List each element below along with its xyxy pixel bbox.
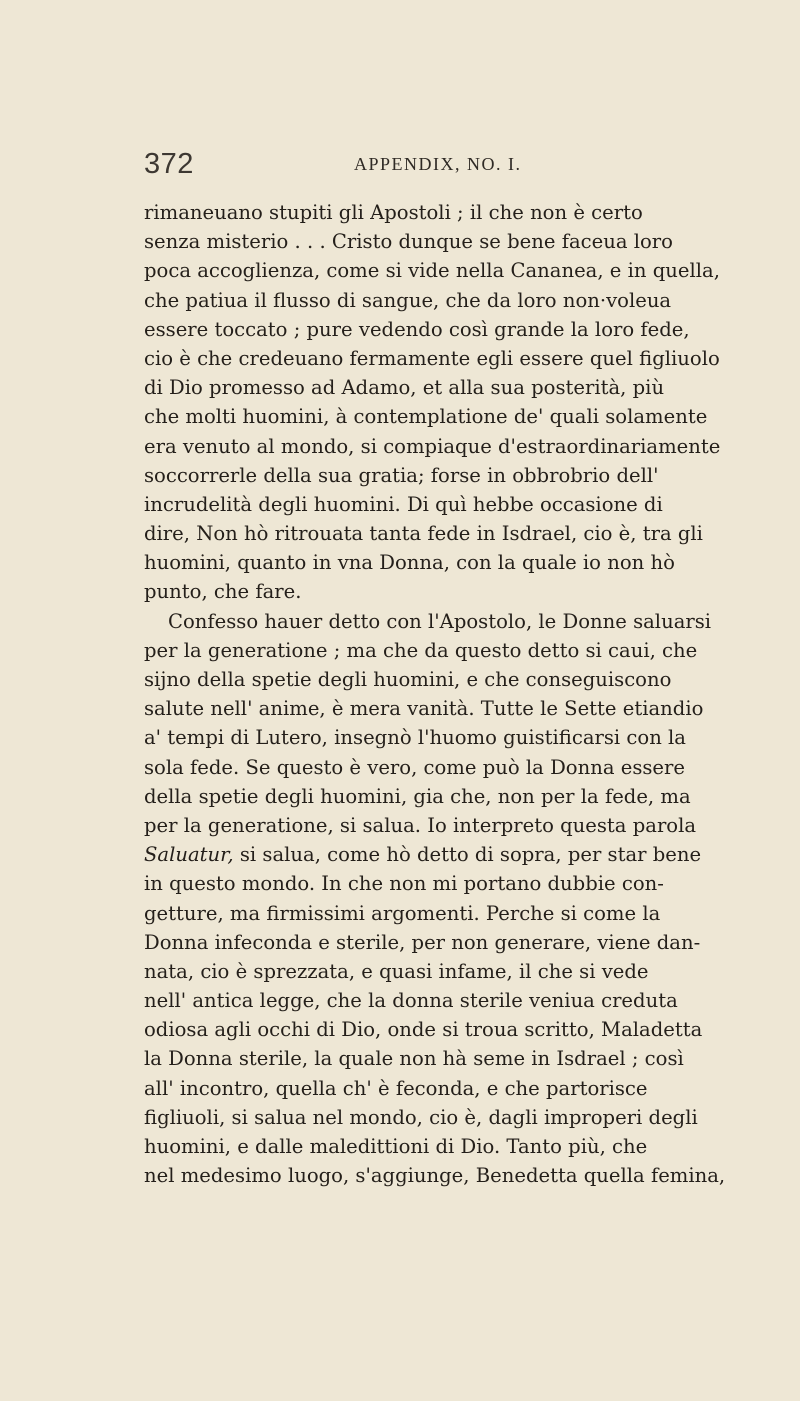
text-fragment: si salua, come hò detto di sopra, per star bene <box>233 843 702 867</box>
text-line: era venuto al mondo, si compiaque d'estraordinariamente <box>144 434 721 458</box>
text-line-with-italic <box>144 840 756 869</box>
text-line: all' incontro, quella ch' è feconda, e che partorisce <box>144 1076 648 1100</box>
text-line: a' tempi di Lutero, insegnò l'huomo guistificarsi con la <box>144 726 686 750</box>
text-line: dire, Non hò ritrouata tanta fede in Isdrael, cio è, tra gli <box>144 522 703 546</box>
page-number: 372 <box>144 148 194 180</box>
text-line: rimaneuano stupiti gli Apostoli ; il che non è certo <box>144 201 643 224</box>
text-line: della spetie degli huomini, gia che, non per la fede, ma <box>144 784 691 808</box>
text-line: soccorrerle della sua gratia; forse in obbrobrio dell' <box>144 463 659 487</box>
text-line: per la generatione ; ma che da questo detto si caui, che <box>144 638 698 662</box>
text-line: che patiua il flusso di sangue, che da loro non·voleua <box>144 288 672 312</box>
text-line: nel medesimo luogo, s'aggiunge, Benedetta quella femina, <box>144 1164 726 1188</box>
text-line: di Dio promesso ad Adamo, et alla sua posterità, più <box>144 376 665 400</box>
paragraph-start-line: Confesso hauer detto con l'Apostolo, le Donne saluarsi <box>168 609 712 633</box>
italic-term: Saluatur, <box>144 843 234 867</box>
text-line: odiosa agli occhi di Dio, onde si troua scritto, Maladetta <box>144 1018 703 1042</box>
text-line: in questo mondo. In che non mi portano dubbie con- <box>144 872 664 896</box>
text-line: sijno della spetie degli huomini, e che conseguiscono <box>144 668 672 691</box>
text-line: che molti huomini, à contemplatione de' quali solamente <box>144 405 708 429</box>
text-line: figliuoli, si salua nel mondo, cio è, dagli improperi degli <box>144 1105 698 1129</box>
text-line: la Donna sterile, la quale non hà seme in Isdrael ; così <box>144 1047 684 1071</box>
text-line: cio è che credeuano fermamente egli essere quel figliuolo <box>144 346 720 370</box>
text-line: nata, cio è sprezzata, e quasi infame, il che si vede <box>144 959 649 983</box>
text-line: sola fede. Se questo è vero, come può la Donna essere <box>144 755 685 779</box>
text-line: poca accoglienza, come si vide nella Cananea, e in quella, <box>144 259 720 283</box>
body-text <box>144 198 756 1190</box>
running-title: APPENDIX, NO. I. <box>354 154 522 174</box>
text-line: punto, che fare. <box>144 580 302 604</box>
text-line: nell' antica legge, che la donna sterile veniua creduta <box>144 989 678 1013</box>
text-line: Donna infeconda e sterile, per non generare, viene dan- <box>144 930 701 954</box>
text-line: salute nell' anime, è mera vanità. Tutte le Sette etiandio <box>144 697 704 721</box>
text-line: incrudelità degli huomini. Di quì hebbe occasione di <box>144 492 663 516</box>
text-line: senza misterio . . . Cristo dunque se bene faceua loro <box>144 230 673 254</box>
text-line: huomini, e dalle maledittioni di Dio. Tanto più, che <box>144 1135 648 1158</box>
text-line: getture, ma firmissimi argomenti. Perche si come la <box>144 901 661 925</box>
running-head <box>144 148 744 182</box>
text-line: per la generatione, si salua. Io interpreto questa parola <box>144 813 697 837</box>
text-line: essere toccato ; pure vedendo così grande la loro fede, <box>144 317 690 341</box>
text-line: huomini, quanto in vna Donna, con la quale io non hò <box>144 551 675 575</box>
